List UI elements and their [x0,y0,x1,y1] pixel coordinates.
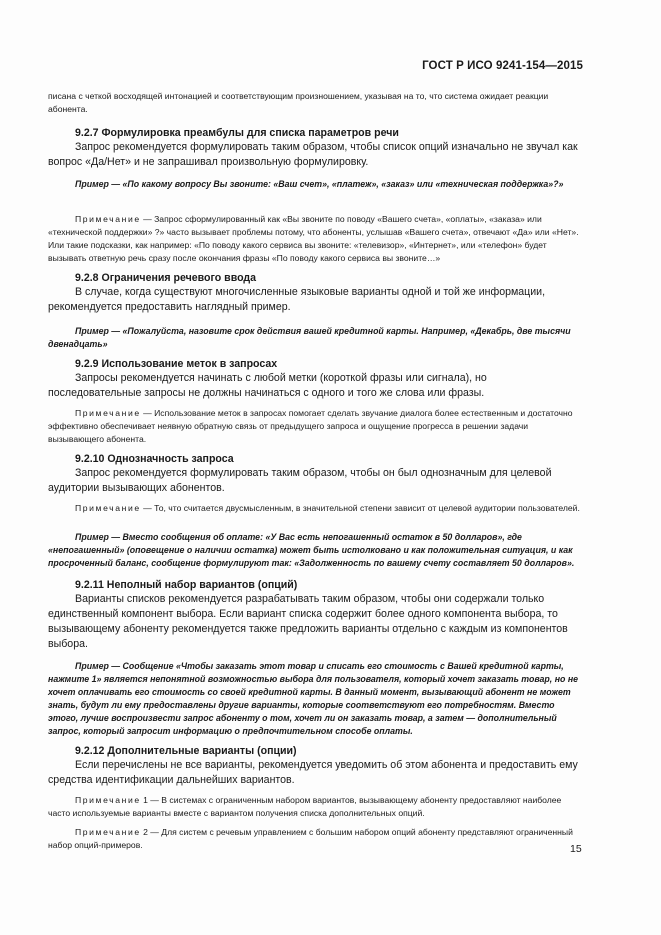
example-9-2-7: Пример — «По какому вопросу Вы звоните: «Ваш счет», «платеж», «заказ» или «техническая поддержка»?» [75,179,564,189]
note-2-9-2-12 [48,826,582,852]
text-9-2-12: Если перечислены не все варианты, рекомендуется уведомить об этом абонента и предоставить ему средства идентификации дальнейших вариантов. [48,759,578,786]
text-9-2-7: Запрос рекомендуется формулировать таким образом, чтобы список опций изначально не звучал как вопрос «Да/Нет» и не запрашивал произвольную формулировку. [48,141,578,168]
intro-note-tail: писана с четкой восходящей интонацией и соответствующим произношением, указывая на то, что система ожидает реакции абонента. [48,91,549,114]
note-label: Примечание [75,408,141,418]
note-text: — Использование меток в запросах помогает сделать звучание диалога более естественным и достаточно эффективно обеспечивает неявную обратную связь от предыдущего запроса и ощущение прогресса в решении задачи вызывающего абонента. [48,408,573,444]
note-label: Примечание [75,503,141,513]
note-9-2-10 [48,502,582,515]
heading-9-2-11: 9.2.11 Неполный набор вариантов (опций) [75,579,298,591]
text-9-2-11: Варианты списков рекомендуется разрабатывать таким образом, чтобы они содержали только единственный компонент выбора. Если вариант списка содержит более одного компонента выбора, то вызывающему абоненту рекомендуется также предложить варианты отдельно с каждым из компонентов выбора. [48,593,568,650]
note-text: — То, что считается двусмысленным, в значительной степени зависит от целевой аудитории пользователей. [140,503,580,513]
text-9-2-9: Запросы рекомендуется начинать с любой метки (короткой фразы или сигнала), но последовательные запросы не должны начинаться с одного и того же слова или фразы. [48,372,487,399]
note-label: Примечание [75,795,141,805]
page-number: 15 [570,843,582,855]
example-9-2-8: Пример — «Пожалуйста, назовите срок действия вашей кредитной карты. Например, «Декабрь, две тысячи двенадцать» [48,326,571,349]
note-9-2-9 [48,407,582,446]
heading-9-2-9: 9.2.9 Использование меток в запросах [75,358,278,370]
page-content [48,90,582,852]
heading-9-2-7: 9.2.7 Формулировка преамбулы для списка параметров речи [75,127,399,139]
note-1-9-2-12 [48,794,582,820]
text-9-2-8: В случае, когда существуют многочисленные языковые варианты одной и той же информации, рекомендуется предоставить наглядный пример. [48,286,546,313]
note-text: 1 — В системах с ограниченным набором вариантов, вызывающему абоненту предоставляют наиболее часто используемые варианты вместе с вариантом получения списка дополнительных опций. [48,795,562,818]
standard-header: ГОСТ Р ИСО 9241-154—2015 [422,60,583,72]
example-9-2-11: Пример — Сообщение «Чтобы заказать этот товар и списать его стоимость с Вашей кредитной карты, нажмите 1» является непонятной возможностью выбора для пользователя, который хочет заказать товар, но не хочет оплачивать его стоимость со своей кредитной карты. В данный момент, вызывающий абонент не может знать, будут ли ему предоставлены другие варианты, которые соответствуют его потребностям. Вместо этого, лучше воспроизвести запрос абоненту о том, хочет ли он заказать товар, а затем — дополнительный запрос, который запросит информацию о предпочтительном способе оплаты. [48,661,579,736]
note-text: 2 — Для систем с речевым управлением с большим набором опций абоненту представляют ограниченный набор опций-примеров. [48,827,573,850]
heading-9-2-10: 9.2.10 Однозначность запроса [75,453,234,465]
heading-9-2-8: 9.2.8 Ограничения речевого ввода [75,272,257,284]
note-text: — Запрос сформулированный как «Вы звоните по поводу «Вашего счета», «оплаты», «заказа» или «технической поддержки» ?» часто вызывает проблемы потому, что абоненты, услышав «Вашего счета», отвечают «Да» или «Нет». Или такие подсказки, как например: «По поводу какого сервиса вы звоните: «телевизор», «Интернет», или «телефон» будет вызывать ответную речь сразу после окончания фразы «По поводу какого сервиса вы звоните…» [48,214,579,263]
text-9-2-10: Запрос рекомендуется формулировать таким образом, чтобы он был однозначным для целевой аудитории вызывающих абонентов. [48,467,552,494]
heading-9-2-12: 9.2.12 Дополнительные варианты (опции) [75,745,297,757]
note-label: Примечание [75,214,141,224]
example-9-2-10: Пример — Вместо сообщения об оплате: «У Вас есть непогашенный остаток в 50 долларов», где «непогашенный» (оповещение о наличии остатка) может быть истолковано и как положительная ситуация, и как просроченный баланс, сообщение формулируют так: «Задолженность по вашему счету составляет 50 долларов». [48,532,575,568]
note-9-2-7 [48,213,582,265]
note-label: Примечание [75,827,141,837]
